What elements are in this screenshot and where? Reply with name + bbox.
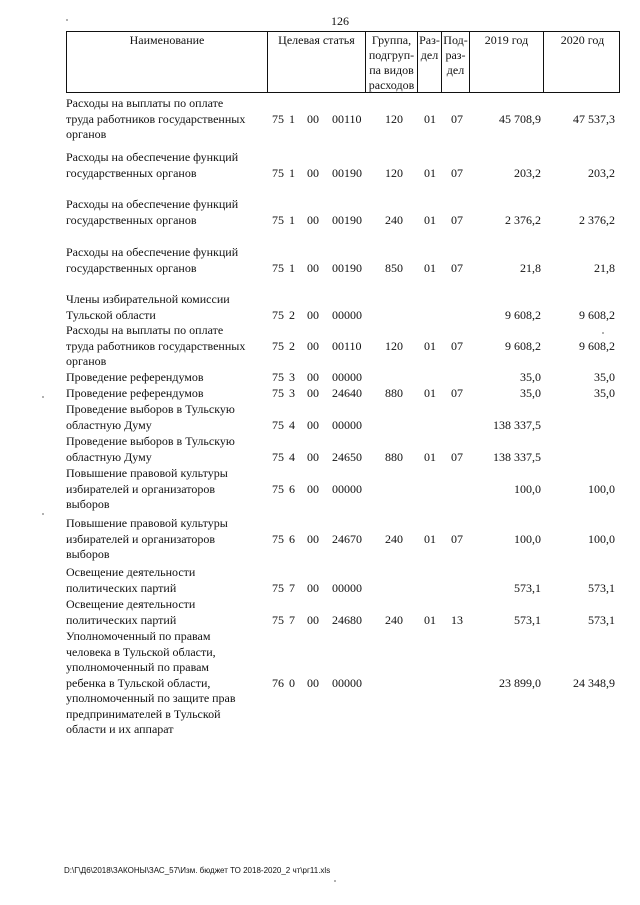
row-value-2019: 203,2 [514, 165, 541, 180]
code-direction: 00190 [332, 212, 362, 227]
table-row [66, 150, 626, 181]
header-group: Группа, подгруп- па видов расходов [365, 32, 417, 92]
code-direction: 00190 [332, 165, 362, 180]
code-program: 75 [272, 481, 284, 496]
row-value-2019: 573,1 [514, 612, 541, 627]
code-direction: 00000 [332, 580, 362, 595]
row-section: 01 [424, 260, 436, 275]
code-main-activity: 00 [307, 386, 319, 400]
row-value-2020: 100,0 [588, 531, 615, 546]
code-direction: 00000 [332, 675, 362, 690]
code-direction: 00000 [332, 417, 362, 432]
code-main-activity: 00 [307, 449, 319, 464]
table-row [66, 292, 626, 323]
code-direction: 24670 [332, 531, 362, 546]
row-value-2020: 21,8 [594, 260, 615, 275]
code-main-activity: 00 [307, 612, 319, 627]
row-group: 850 [385, 260, 403, 275]
row-subsection: 07 [451, 165, 463, 180]
code-subprogram: 4 [289, 449, 295, 464]
row-value-2019: 45 708,9 [499, 111, 541, 126]
code-program: 75 [272, 531, 284, 546]
code-program: 75 [272, 165, 284, 180]
code-subprogram: 1 [289, 111, 295, 126]
row-value-2019: 100,0 [514, 481, 541, 496]
table-row [66, 466, 626, 513]
row-name: Освещение деятельности политических партий [66, 565, 196, 595]
row-value-2020: 573,1 [588, 612, 615, 627]
header-2019: 2019 год [469, 32, 543, 92]
row-name: Освещение деятельности политических партий [66, 597, 196, 627]
row-group: 120 [385, 338, 403, 353]
code-direction: 24640 [332, 386, 362, 400]
code-main-activity: 00 [307, 260, 319, 275]
table-row [66, 323, 626, 370]
row-value-2019: 9 608,2 [505, 338, 541, 353]
header-2020: 2020 год [543, 32, 621, 92]
code-program: 75 [272, 612, 284, 627]
row-name: Проведение выборов в Тульскую областную Думу [66, 402, 235, 432]
row-value-2020: 47 537,3 [573, 111, 615, 126]
code-main-activity: 00 [307, 531, 319, 546]
row-section: 01 [424, 531, 436, 546]
code-program: 75 [272, 212, 284, 227]
table-row [66, 565, 626, 596]
table-row [66, 370, 626, 386]
code-main-activity: 00 [307, 481, 319, 496]
row-value-2019: 21,8 [520, 260, 541, 275]
code-direction: 00000 [332, 481, 362, 496]
table-row [66, 402, 626, 433]
code-program: 75 [272, 111, 284, 126]
code-program: 75 [272, 370, 284, 384]
row-value-2020: 35,0 [594, 386, 615, 400]
row-value-2020: 2 376,2 [579, 212, 615, 227]
page-number: 126 [331, 14, 349, 28]
code-direction: 24650 [332, 449, 362, 464]
table-row [66, 245, 626, 276]
row-name: Расходы на обеспечение функций государственных органов [66, 245, 239, 275]
code-main-activity: 00 [307, 417, 319, 432]
row-value-2019: 100,0 [514, 531, 541, 546]
row-group: 120 [385, 165, 403, 180]
row-subsection: 07 [451, 386, 463, 400]
code-subprogram: 2 [289, 338, 295, 353]
code-program: 75 [272, 449, 284, 464]
code-subprogram: 7 [289, 580, 295, 595]
row-value-2020: 9 608,2 [579, 307, 615, 322]
row-section: 01 [424, 111, 436, 126]
row-value-2020: 573,1 [588, 580, 615, 595]
header-subsection: Под- раз- дел [441, 32, 469, 92]
row-group: 240 [385, 212, 403, 227]
code-subprogram: 0 [289, 675, 295, 690]
code-subprogram: 3 [289, 370, 295, 384]
table-row [66, 516, 626, 563]
code-main-activity: 00 [307, 111, 319, 126]
code-main-activity: 00 [307, 338, 319, 353]
table-row [66, 629, 626, 738]
row-group: 240 [385, 531, 403, 546]
row-subsection: 07 [451, 338, 463, 353]
code-program: 75 [272, 338, 284, 353]
row-group: 880 [385, 386, 403, 400]
table-row [66, 434, 626, 465]
code-program: 76 [272, 675, 284, 690]
row-name: Члены избирательной комиссии Тульской области [66, 292, 230, 322]
code-subprogram: 1 [289, 212, 295, 227]
table-row [66, 597, 626, 628]
row-section: 01 [424, 165, 436, 180]
row-value-2019: 2 376,2 [505, 212, 541, 227]
row-subsection: 07 [451, 212, 463, 227]
row-value-2019: 9 608,2 [505, 307, 541, 322]
scan-speck [66, 19, 68, 21]
code-program: 75 [272, 386, 284, 400]
row-subsection: 07 [451, 260, 463, 275]
code-direction: 00110 [332, 111, 362, 126]
row-subsection: 07 [451, 111, 463, 126]
row-name: Проведение референдумов [66, 370, 204, 384]
row-name: Расходы на выплаты по оплате труда работников государственных органов [66, 323, 246, 368]
row-name: Проведение референдумов [66, 386, 204, 400]
code-subprogram: 6 [289, 531, 295, 546]
row-subsection: 07 [451, 449, 463, 464]
row-value-2020: 203,2 [588, 165, 615, 180]
table-header [66, 31, 620, 93]
row-name: Расходы на обеспечение функций государственных органов [66, 197, 239, 227]
row-section: 01 [424, 386, 436, 400]
row-value-2019: 35,0 [520, 370, 541, 384]
row-value-2020: 35,0 [594, 370, 615, 384]
code-main-activity: 00 [307, 580, 319, 595]
table-row [66, 386, 626, 402]
row-subsection: 07 [451, 531, 463, 546]
scan-speck [334, 880, 336, 882]
code-main-activity: 00 [307, 307, 319, 322]
code-direction: 24680 [332, 612, 362, 627]
code-subprogram: 3 [289, 386, 295, 400]
row-group: 120 [385, 111, 403, 126]
table-row [66, 96, 626, 143]
code-direction: 00000 [332, 307, 362, 322]
row-section: 01 [424, 612, 436, 627]
row-value-2019: 138 337,5 [493, 449, 541, 464]
code-subprogram: 2 [289, 307, 295, 322]
code-program: 75 [272, 307, 284, 322]
row-group: 240 [385, 612, 403, 627]
code-subprogram: 7 [289, 612, 295, 627]
header-name: Наименование [129, 33, 205, 47]
row-name: Расходы на обеспечение функций государственных органов [66, 150, 239, 180]
code-program: 75 [272, 417, 284, 432]
header-section: Раз- дел [417, 32, 441, 92]
row-name: Проведение выборов в Тульскую областную Думу [66, 434, 235, 464]
row-section: 01 [424, 449, 436, 464]
code-subprogram: 1 [289, 260, 295, 275]
footer-file-path: D:\Г\Д6\2018\ЗАКОНЫ\ЗАС_57\Изм. бюджет ТО 2018-2020_2 чт\рг11.xls [64, 866, 331, 875]
row-value-2019: 138 337,5 [493, 417, 541, 432]
row-section: 01 [424, 338, 436, 353]
row-section: 01 [424, 212, 436, 227]
scan-speck [42, 513, 44, 515]
code-direction: 00110 [332, 338, 362, 353]
code-direction: 00190 [332, 260, 362, 275]
row-value-2019: 23 899,0 [499, 675, 541, 690]
code-main-activity: 00 [307, 370, 319, 384]
code-program: 75 [272, 260, 284, 275]
row-value-2019: 35,0 [520, 386, 541, 400]
code-main-activity: 00 [307, 165, 319, 180]
row-group: 880 [385, 449, 403, 464]
scan-speck [42, 396, 44, 398]
code-subprogram: 6 [289, 481, 295, 496]
row-value-2020: 100,0 [588, 481, 615, 496]
row-name: Повышение правовой культуры избирателей и организаторов выборов [66, 466, 228, 511]
row-subsection: 13 [451, 612, 463, 627]
row-name: Уполномоченный по правам человека в Тульской области, уполномоченный по правам ребенка в Тульской области, уполномоченный по защите прав предпринимателей в Тульской области и их аппарат [66, 629, 236, 736]
code-subprogram: 4 [289, 417, 295, 432]
code-main-activity: 00 [307, 212, 319, 227]
row-value-2020: 9 608,2 [579, 338, 615, 353]
row-value-2019: 573,1 [514, 580, 541, 595]
code-direction: 00000 [332, 370, 362, 384]
code-main-activity: 00 [307, 675, 319, 690]
row-value-2020: 24 348,9 [573, 675, 615, 690]
code-subprogram: 1 [289, 165, 295, 180]
row-name: Повышение правовой культуры избирателей и организаторов выборов [66, 516, 228, 561]
header-target-article: Целевая статья [267, 32, 365, 92]
scan-speck [602, 332, 604, 334]
table-row [66, 197, 626, 228]
code-program: 75 [272, 580, 284, 595]
row-name: Расходы на выплаты по оплате труда работников государственных органов [66, 96, 246, 141]
